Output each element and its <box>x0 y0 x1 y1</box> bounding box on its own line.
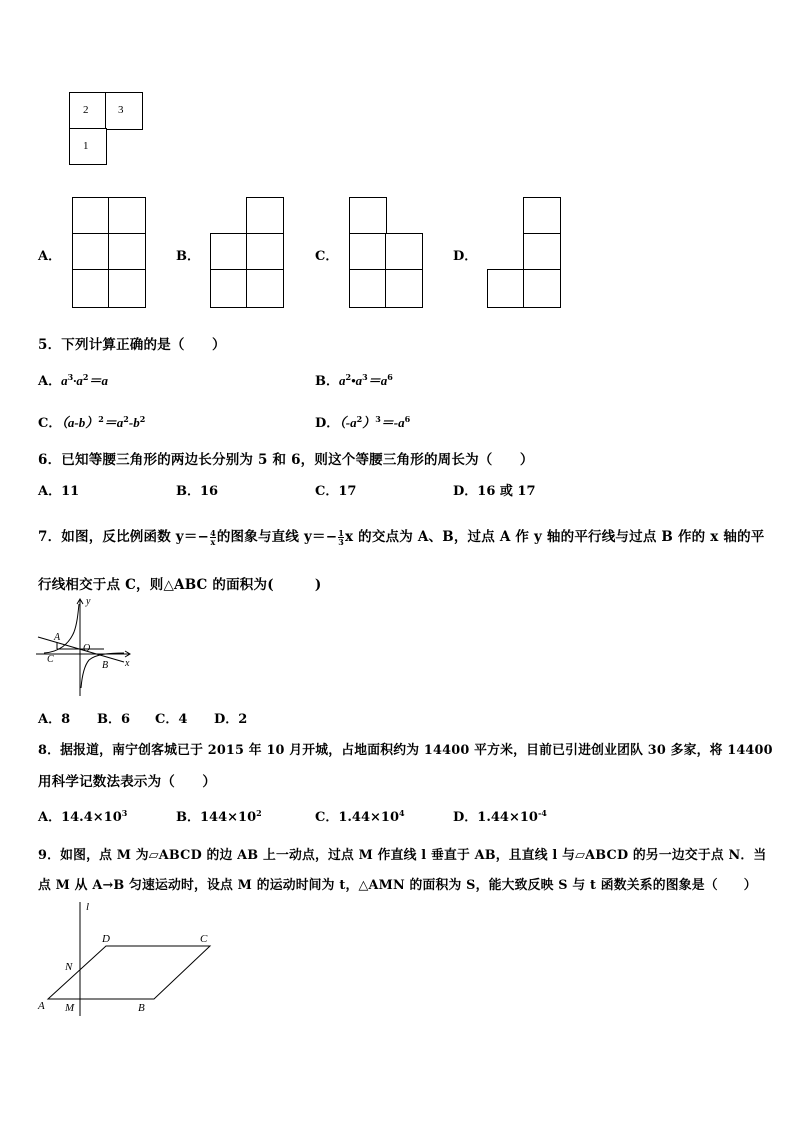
math-text: （-a <box>339 415 357 430</box>
grid-cell <box>108 197 146 235</box>
grid-cell <box>246 197 284 235</box>
math-text: •a <box>351 373 363 388</box>
q7-figure <box>34 596 144 698</box>
option-value: 14.4×10 <box>61 810 122 825</box>
math-text: （a-b） <box>61 415 99 430</box>
net-cell-3 <box>105 92 143 130</box>
q8-stem-line1: 8．据报道，南宁创客城已于 2015 年 10 月开城，占地面积约为 14400 平方米，目前已引进创业团队 30 多家，将 14400 <box>38 743 773 758</box>
exponent: 2 <box>123 414 129 424</box>
fraction-denominator: 3 <box>338 537 344 547</box>
label-c: C <box>47 654 54 665</box>
exponent: 2 <box>356 414 363 424</box>
label-c: C <box>200 933 208 945</box>
exponent: 2 <box>98 414 104 424</box>
stem-text: x 的交点为 A、B，过点 A 作 y 轴的平行线与过点 B 作的 x 轴的平 <box>344 529 765 545</box>
option-label: C． <box>315 810 339 825</box>
grid-cell <box>349 197 387 235</box>
label-n: N <box>65 961 73 973</box>
q4-option-c-label[interactable]: C． <box>315 249 339 264</box>
grid-cell <box>523 197 561 235</box>
option-label: B． <box>176 810 200 825</box>
q4-option-b-label[interactable]: B． <box>176 249 200 264</box>
label-x: x <box>125 658 130 669</box>
option-label: C． <box>38 416 62 431</box>
exponent: 3 <box>362 372 368 382</box>
q7-option-a[interactable]: A．8 <box>38 712 71 727</box>
q6-option-b[interactable]: B．16 <box>176 484 219 499</box>
q4-option-a-label[interactable]: A． <box>38 249 62 264</box>
grid-cell <box>246 269 284 308</box>
fraction <box>338 529 344 546</box>
label-b: B <box>102 660 109 671</box>
label-y: y <box>86 596 91 607</box>
label-m: M <box>65 1002 75 1014</box>
grid-cell <box>210 233 248 271</box>
q5-option-d[interactable] <box>315 412 410 431</box>
q4-option-d-label[interactable]: D． <box>453 249 478 264</box>
grid-cell <box>349 233 387 271</box>
stem-text: 7．如图，反比例函数 y＝− <box>38 529 210 545</box>
option-value: 1.44×10 <box>338 810 400 825</box>
grid-cell <box>385 233 423 271</box>
math-text: ＝a <box>88 373 109 388</box>
option-label: D． <box>453 810 478 825</box>
label-d: D <box>102 933 110 945</box>
label-b: B <box>138 1002 145 1014</box>
hyperbola-branch-left <box>44 604 79 653</box>
grid-cell <box>72 269 110 308</box>
option-label: B． <box>315 374 339 389</box>
q5-option-c[interactable] <box>38 412 145 431</box>
math-text: a <box>339 373 346 388</box>
math-text: ·a <box>73 373 83 388</box>
label-l: l <box>86 901 90 913</box>
fraction-numerator: 4 <box>210 528 216 538</box>
grid-cell <box>246 233 284 271</box>
math-text: -b <box>128 415 140 430</box>
grid-cell <box>523 233 561 271</box>
net-label-3: 3 <box>118 104 124 116</box>
fraction-denominator: x <box>210 537 216 547</box>
q9-figure <box>34 896 224 1020</box>
q7-option-d[interactable]: D．2 <box>214 712 248 727</box>
q5-option-b[interactable] <box>315 370 393 389</box>
q7-stem-line2: 行线相交于点 C，则△ABC 的面积为( ) <box>38 577 322 593</box>
q8-stem-line2: 用科学记数法表示为（ ） <box>38 774 217 790</box>
math-text: ＝-a <box>380 415 405 430</box>
exponent: 2 <box>139 414 146 424</box>
option-value: 144×10 <box>200 810 257 825</box>
net-label-1: 1 <box>83 140 89 152</box>
q8-option-b[interactable] <box>176 806 262 825</box>
q9-stem-line2: 点 M 从 A→B 匀速运动时，设点 M 的运动时间为 t，△AMN 的面积为 S，能大致反映 S 与 t 函数关系的图象是（ ） <box>38 878 757 893</box>
grid-cell <box>349 269 387 308</box>
net-label-2: 2 <box>83 104 89 116</box>
stem-text: 的图象与直线 y＝− <box>216 529 338 545</box>
exponent: 3 <box>375 414 381 424</box>
option-label: D． <box>315 416 340 431</box>
q5-option-a[interactable] <box>38 370 108 389</box>
exponent: 2 <box>82 372 89 382</box>
grid-cell <box>210 269 248 308</box>
fraction-numerator: 1 <box>338 528 344 538</box>
q6-option-c[interactable]: C．17 <box>315 484 357 499</box>
exponent: 6 <box>404 414 411 424</box>
label-a: A <box>54 632 61 643</box>
exponent: 2 <box>256 808 262 818</box>
label-o: O <box>83 643 91 654</box>
exponent: 3 <box>121 808 128 818</box>
exponent: 3 <box>67 372 74 382</box>
option-value: 1.44×10 <box>477 810 538 825</box>
q7-stem-line1 <box>38 525 765 546</box>
math-text: ＝a <box>103 415 124 430</box>
grid-cell <box>487 269 525 308</box>
fraction <box>210 529 216 546</box>
grid-cell <box>385 269 423 308</box>
math-text: ＝a <box>367 373 388 388</box>
option-label: A． <box>38 374 62 389</box>
q8-option-a[interactable] <box>38 806 127 825</box>
grid-cell <box>72 233 110 271</box>
q6-option-a[interactable]: A．11 <box>38 484 80 499</box>
exponent: 2 <box>345 372 352 382</box>
q7-option-c[interactable]: C．4 <box>155 712 188 727</box>
q8-option-d[interactable] <box>453 806 547 825</box>
grid-cell <box>72 197 110 235</box>
q9-stem-line1: 9．如图，点 M 为▱ABCD 的边 AB 上一动点，过点 M 作直线 l 垂直于 AB，且直线 l 与▱ABCD 的另一边交于点 N．当 <box>38 848 767 863</box>
q8-option-c[interactable] <box>315 806 405 825</box>
exponent: 4 <box>399 808 405 818</box>
q6-stem: 6．已知等腰三角形的两边长分别为 5 和 6，则这个等腰三角形的周长为（ ） <box>38 452 534 468</box>
math-text: a <box>61 373 68 388</box>
q5-stem: 5．下列计算正确的是（ ） <box>38 337 226 353</box>
math-text: ） <box>362 415 376 430</box>
grid-cell <box>523 269 561 308</box>
option-label: A． <box>38 810 62 825</box>
exponent: -4 <box>537 808 547 818</box>
grid-cell <box>108 269 146 308</box>
grid-cell <box>108 233 146 271</box>
q6-option-d[interactable]: D．16 或 17 <box>453 484 536 499</box>
exponent: 6 <box>387 372 393 382</box>
q7-option-b[interactable]: B．6 <box>97 712 131 727</box>
label-a: A <box>38 1000 45 1012</box>
